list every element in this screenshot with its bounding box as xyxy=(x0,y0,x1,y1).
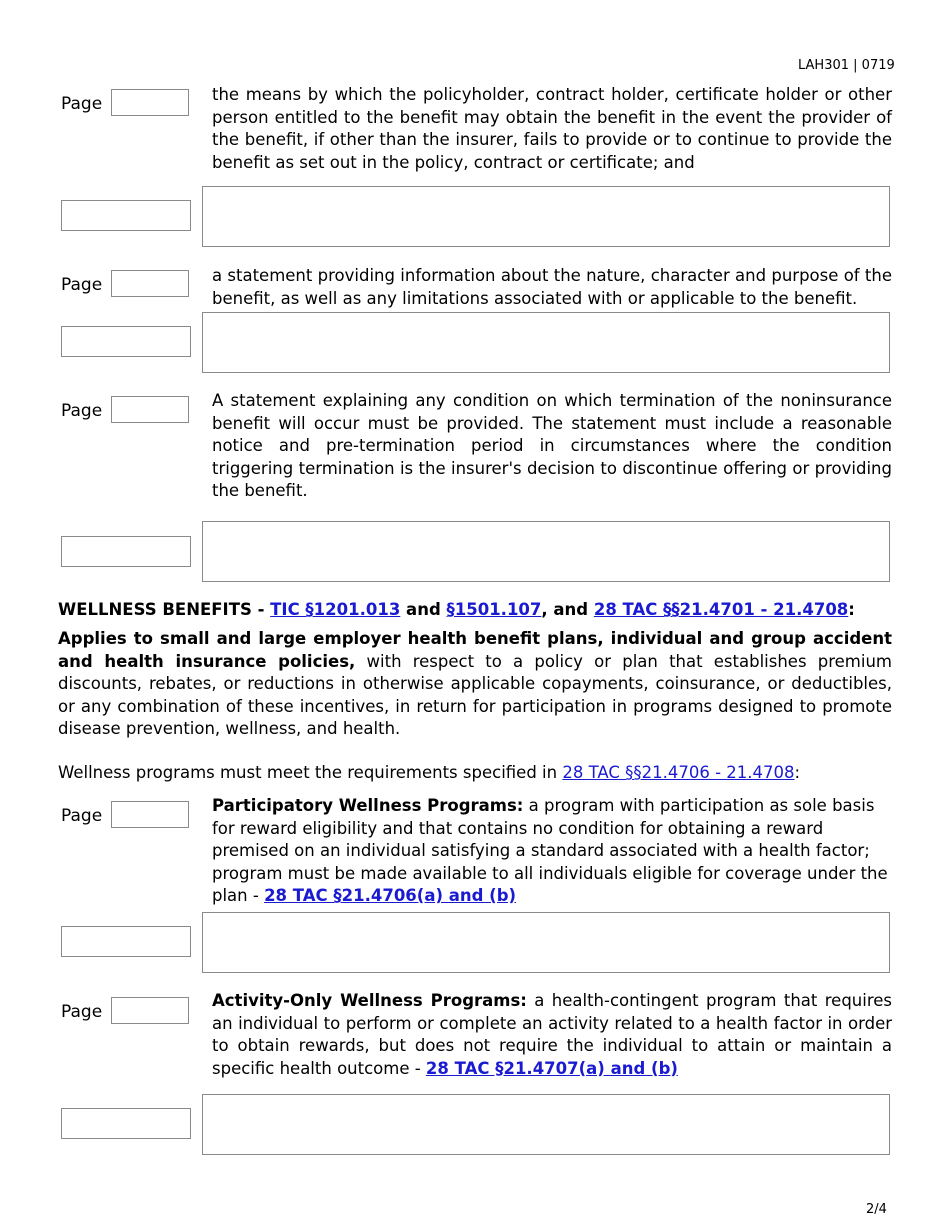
page-label: Page xyxy=(61,94,103,114)
page-number: 2/4 xyxy=(866,1202,887,1217)
link-tic-1201-013[interactable]: TIC §1201.013 xyxy=(270,600,401,619)
page-label: Page xyxy=(61,401,103,421)
activity-only-wellness-text: Activity-Only Wellness Programs: a health-contingent program that requires an individual to perform or complete an activity related to a health factor in order to obtain rewards, but does not require the individual to attain or maintain a specific health outcome - 28 TAC §21.4707(a) and (b) xyxy=(212,991,893,1078)
page-label: Page xyxy=(61,275,103,295)
wellness-heading: WELLNESS BENEFITS - TIC §1201.013 and §1501.107, and 28 TAC §§21.4701 - 21.4708: xyxy=(58,600,855,619)
page-number-input[interactable] xyxy=(111,997,189,1024)
response-small-field[interactable] xyxy=(61,926,191,957)
item-text: A statement explaining any condition on which termination of the noninsurance benefit will occur must be provided. The statement must include a reasonable notice and pre-termination period in circumstances where the condition triggering termination is the insurer's decision to discontinue offering or providing the benefit. xyxy=(212,391,892,500)
page-number-input[interactable] xyxy=(111,89,189,116)
page-number-input[interactable] xyxy=(111,801,189,828)
response-comment-field[interactable] xyxy=(202,1094,890,1155)
link-1501-107[interactable]: §1501.107 xyxy=(446,600,542,619)
page-number-input[interactable] xyxy=(111,270,189,297)
link-28-tac-21-4707ab[interactable]: 28 TAC §21.4707(a) and (b) xyxy=(425,1058,678,1078)
response-comment-field[interactable] xyxy=(202,912,890,973)
page-number-input[interactable] xyxy=(111,396,189,423)
page-label: Page xyxy=(61,1002,103,1022)
response-small-field[interactable] xyxy=(61,536,191,567)
response-small-field[interactable] xyxy=(61,200,191,231)
wellness-applies-paragraph: Applies to small and large employer health benefit plans, individual and group accident and health insurance policies, with respect to a policy or plan that establishes premium discounts, rebates, or reductions in otherwise applicable copayments, coinsurance, or deductibles, or any combination of these incentives, in return for participation in programs designed to promote disease prevention, wellness, and health. xyxy=(58,629,892,738)
link-28-tac-21-4706[interactable]: 28 TAC §§21.4706 - 21.4708 xyxy=(562,763,795,782)
response-small-field[interactable] xyxy=(61,326,191,357)
form-id: LAH301 | 0719 xyxy=(798,58,895,73)
participatory-wellness-text: Participatory Wellness Programs: a program with participation as sole basis for reward eligibility and that contains no condition for obtaining a reward premised on an individual satisfying a standard associated with a health factor; program must be made available to all individuals eligible for coverage under the plan - 28 TAC §21.4706(a) and (b) xyxy=(212,796,888,905)
response-comment-field[interactable] xyxy=(202,186,890,247)
link-28-tac-21-4701[interactable]: 28 TAC §§21.4701 - 21.4708 xyxy=(593,600,849,619)
item-text: a statement providing information about the nature, character and purpose of the benefit, as well as any limitations associated with or applicable to the benefit. xyxy=(212,266,892,308)
link-28-tac-21-4706ab[interactable]: 28 TAC §21.4706(a) and (b) xyxy=(264,886,517,905)
page-label: Page xyxy=(61,806,103,826)
item-text: the means by which the policyholder, contract holder, certificate holder or other person entitled to the benefit may obtain the benefit in the event the provider of the benefit, if other than the insurer, fails to provide or to continue to provide the benefit as set out in the policy, contract or certificate; and xyxy=(212,85,892,172)
response-small-field[interactable] xyxy=(61,1108,191,1139)
wellness-requirements: Wellness programs must meet the requirements specified in 28 TAC §§21.4706 - 21.4708: xyxy=(58,763,801,782)
response-comment-field[interactable] xyxy=(202,312,890,373)
response-comment-field[interactable] xyxy=(202,521,890,582)
